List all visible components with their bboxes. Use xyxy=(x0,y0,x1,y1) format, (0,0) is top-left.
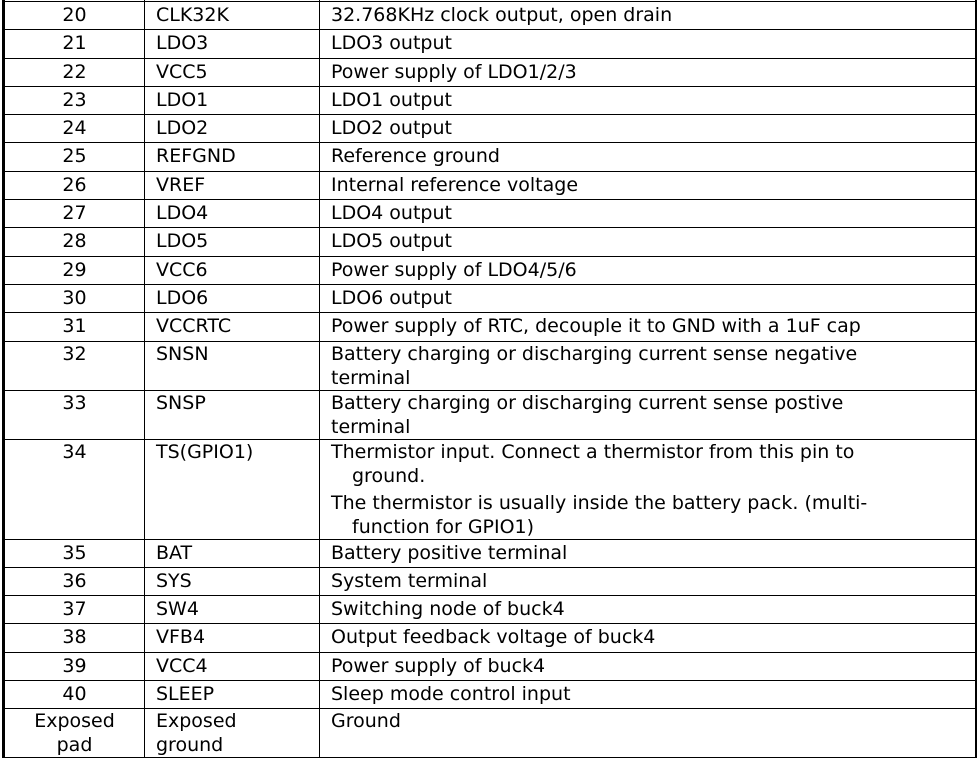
pin-name-text: LDO3 xyxy=(156,32,209,55)
pin-description-text: LDO2 output xyxy=(331,117,452,140)
pin-number-text: 30 xyxy=(62,286,87,309)
pin-description-line: terminal xyxy=(331,366,411,389)
pin-table-body-multiline xyxy=(4,341,977,539)
pin-description-text: System terminal xyxy=(331,569,488,592)
pin-name-text: LDO1 xyxy=(156,88,209,111)
pin-number-text: 29 xyxy=(62,258,87,281)
pin-description-text: LDO3 output xyxy=(331,32,452,55)
pin-number xyxy=(4,256,145,284)
pin-number: 33 xyxy=(4,390,145,439)
pin-number xyxy=(4,652,145,680)
table-row-pin-23 xyxy=(4,86,977,114)
pin-description-text: Sleep mode control input xyxy=(331,683,571,706)
table-row-pin-28 xyxy=(4,228,977,256)
pin-name-line: ground xyxy=(156,734,224,757)
pin-description xyxy=(320,596,977,624)
pin-number-text: 23 xyxy=(62,88,87,111)
pin-name: SNSN xyxy=(145,341,320,390)
pin-name xyxy=(145,86,320,114)
pin-name-text: SLEEP xyxy=(156,683,215,706)
pin-description-text: Switching node of buck4 xyxy=(331,598,565,621)
pin-name-text: VREF xyxy=(156,173,206,196)
pin-number xyxy=(4,228,145,256)
pin-name xyxy=(145,284,320,312)
pin-name: SNSP xyxy=(145,390,320,439)
pin-name xyxy=(145,256,320,284)
pin-name-text: LDO2 xyxy=(156,117,209,140)
pin-name xyxy=(145,171,320,199)
pin-description-text: Power supply of LDO4/5/6 xyxy=(331,258,577,281)
pin-description-line: Battery charging or discharging current sense postive xyxy=(331,391,844,414)
pin-description-text: LDO1 output xyxy=(331,88,452,111)
pin-number: 32 xyxy=(4,341,145,390)
pin-name-text: REFGND xyxy=(156,145,236,168)
table-row-pin-36 xyxy=(4,567,977,595)
pin-number-text: 20 xyxy=(62,4,87,26)
pin-number xyxy=(4,709,145,758)
table-row-pin-33 xyxy=(4,390,977,439)
pin-name-text: VCC4 xyxy=(156,654,208,677)
pin-description xyxy=(320,58,977,86)
pin-description xyxy=(320,115,977,143)
pin-name-text: VCC5 xyxy=(156,60,208,83)
pin-number xyxy=(4,171,145,199)
table-row-pin-38 xyxy=(4,624,977,652)
pin-description: Ground xyxy=(320,709,977,758)
table-row-pin-31 xyxy=(4,313,977,341)
pin-description-line: ground. xyxy=(352,464,426,487)
pin-description-line: Battery charging or discharging current sense negative xyxy=(331,342,858,365)
pin-number-text: 26 xyxy=(62,173,87,196)
pin-description xyxy=(320,313,977,341)
pin-description xyxy=(320,341,977,390)
table-row-pin-35 xyxy=(4,539,977,567)
table-row-pin-21 xyxy=(4,30,977,58)
pin-name-text: SYS xyxy=(156,569,192,592)
pin-number-text: 27 xyxy=(62,202,87,225)
pin-name-text: BAT xyxy=(156,541,193,564)
pin-description-text: Power supply of LDO1/2/3 xyxy=(331,60,577,83)
pin-number: 34 xyxy=(4,439,145,539)
pin-name xyxy=(145,313,320,341)
pin-name xyxy=(145,709,320,758)
table-row-pin-30 xyxy=(4,284,977,312)
pin-number xyxy=(4,539,145,567)
pin-description-text: 32.768KHz clock output, open drain xyxy=(331,4,673,26)
pin-description-text: Power supply of buck4 xyxy=(331,654,546,677)
pin-number xyxy=(4,86,145,114)
pin-name xyxy=(145,200,320,228)
pin-description-text: Internal reference voltage xyxy=(331,173,579,196)
table-row-pin-27 xyxy=(4,200,977,228)
pin-description xyxy=(320,200,977,228)
pin-description xyxy=(320,171,977,199)
pin-name-text: VCCRTC xyxy=(156,315,232,338)
pin-description-paragraph xyxy=(331,491,975,539)
pin-number-line: Exposed xyxy=(34,710,115,733)
pin-name-line: Exposed xyxy=(156,710,237,733)
pin-number-text: 24 xyxy=(62,117,87,140)
table-row-pin-29 xyxy=(4,256,977,284)
pin-name-text: SW4 xyxy=(156,598,199,621)
pin-description-line: Thermistor input. Connect a thermistor from this pin to xyxy=(331,440,855,463)
pin-number-text: 22 xyxy=(62,60,87,83)
pin-number xyxy=(4,143,145,171)
pin-name xyxy=(145,681,320,709)
pin-number xyxy=(4,115,145,143)
pin-number xyxy=(4,596,145,624)
pin-number-text: 40 xyxy=(62,683,87,706)
pin-name: TS(GPIO1) xyxy=(145,439,320,539)
pin-name-text: VCC6 xyxy=(156,258,208,281)
table-row-pin-26 xyxy=(4,171,977,199)
pin-number xyxy=(4,30,145,58)
pin-number xyxy=(4,681,145,709)
pin-number-text: 37 xyxy=(62,598,87,621)
pin-number xyxy=(4,200,145,228)
pin-name xyxy=(145,2,320,30)
pin-description xyxy=(320,567,977,595)
pin-number xyxy=(4,567,145,595)
pin-name xyxy=(145,624,320,652)
table-row-exposed-pad xyxy=(4,709,977,758)
pin-number-text: 39 xyxy=(62,654,87,677)
pin-description-line: function for GPIO1) xyxy=(352,515,535,538)
pin-description xyxy=(320,228,977,256)
pin-description-text: Reference ground xyxy=(331,145,500,168)
pin-number-text: 38 xyxy=(62,626,87,649)
pin-description-paragraph xyxy=(331,440,975,488)
pin-description-text: Power supply of RTC, decouple it to GND with a 1uF cap xyxy=(331,315,861,338)
table-row-pin-24 xyxy=(4,115,977,143)
pin-description xyxy=(320,143,977,171)
pin-name-text: LDO6 xyxy=(156,286,209,309)
table-row-pin-22 xyxy=(4,58,977,86)
pin-name xyxy=(145,596,320,624)
pin-description-text: LDO4 output xyxy=(331,202,452,225)
table-row-pin-34 xyxy=(4,439,977,539)
pin-name xyxy=(145,58,320,86)
pin-description xyxy=(320,390,977,439)
pin-number xyxy=(4,284,145,312)
pin-table-body-b xyxy=(4,539,977,709)
table-row-pin-25 xyxy=(4,143,977,171)
pin-description-text: Battery positive terminal xyxy=(331,541,568,564)
pin-name-text: LDO4 xyxy=(156,202,209,225)
table-row-pin-37 xyxy=(4,596,977,624)
pin-description xyxy=(320,2,977,30)
pin-description xyxy=(320,256,977,284)
pin-description xyxy=(320,681,977,709)
pin-description xyxy=(320,30,977,58)
pin-name xyxy=(145,567,320,595)
pin-description xyxy=(320,539,977,567)
pin-name xyxy=(145,30,320,58)
pin-description-line: The thermistor is usually inside the battery pack. (multi- xyxy=(331,491,868,514)
pin-number-text: 35 xyxy=(62,541,87,564)
pin-description-table xyxy=(2,0,977,758)
pin-name xyxy=(145,539,320,567)
pin-name-text: LDO5 xyxy=(156,230,209,253)
table-row-pin-39 xyxy=(4,652,977,680)
table-row-pin-40 xyxy=(4,681,977,709)
pin-name xyxy=(145,143,320,171)
pin-name xyxy=(145,115,320,143)
pin-description xyxy=(320,652,977,680)
pin-description-text: LDO6 output xyxy=(331,286,452,309)
pin-name-text: CLK32K xyxy=(156,4,229,26)
pin-table-body-exposed xyxy=(4,709,977,758)
pin-name xyxy=(145,652,320,680)
pin-description-text: LDO5 output xyxy=(331,230,452,253)
pin-number-text: 28 xyxy=(62,230,87,253)
pin-table-body-a xyxy=(4,0,977,341)
pin-number xyxy=(4,58,145,86)
pin-description xyxy=(320,284,977,312)
pin-number-text: 21 xyxy=(62,32,87,55)
pin-name xyxy=(145,228,320,256)
pin-description-line: terminal xyxy=(331,415,411,438)
pin-description xyxy=(320,439,977,539)
pin-number-text: 31 xyxy=(62,315,87,338)
pin-number-line: pad xyxy=(56,734,93,757)
pin-number xyxy=(4,2,145,30)
pin-description xyxy=(320,86,977,114)
pin-name-text: VFB4 xyxy=(156,626,206,649)
table-row-pin-32 xyxy=(4,341,977,390)
pin-number xyxy=(4,313,145,341)
pin-number-text: 36 xyxy=(62,569,87,592)
table-row-pin-20 xyxy=(4,2,977,30)
pin-number xyxy=(4,624,145,652)
pin-description xyxy=(320,624,977,652)
pin-number-text: 25 xyxy=(62,145,87,168)
pin-description-text: Output feedback voltage of buck4 xyxy=(331,626,656,649)
